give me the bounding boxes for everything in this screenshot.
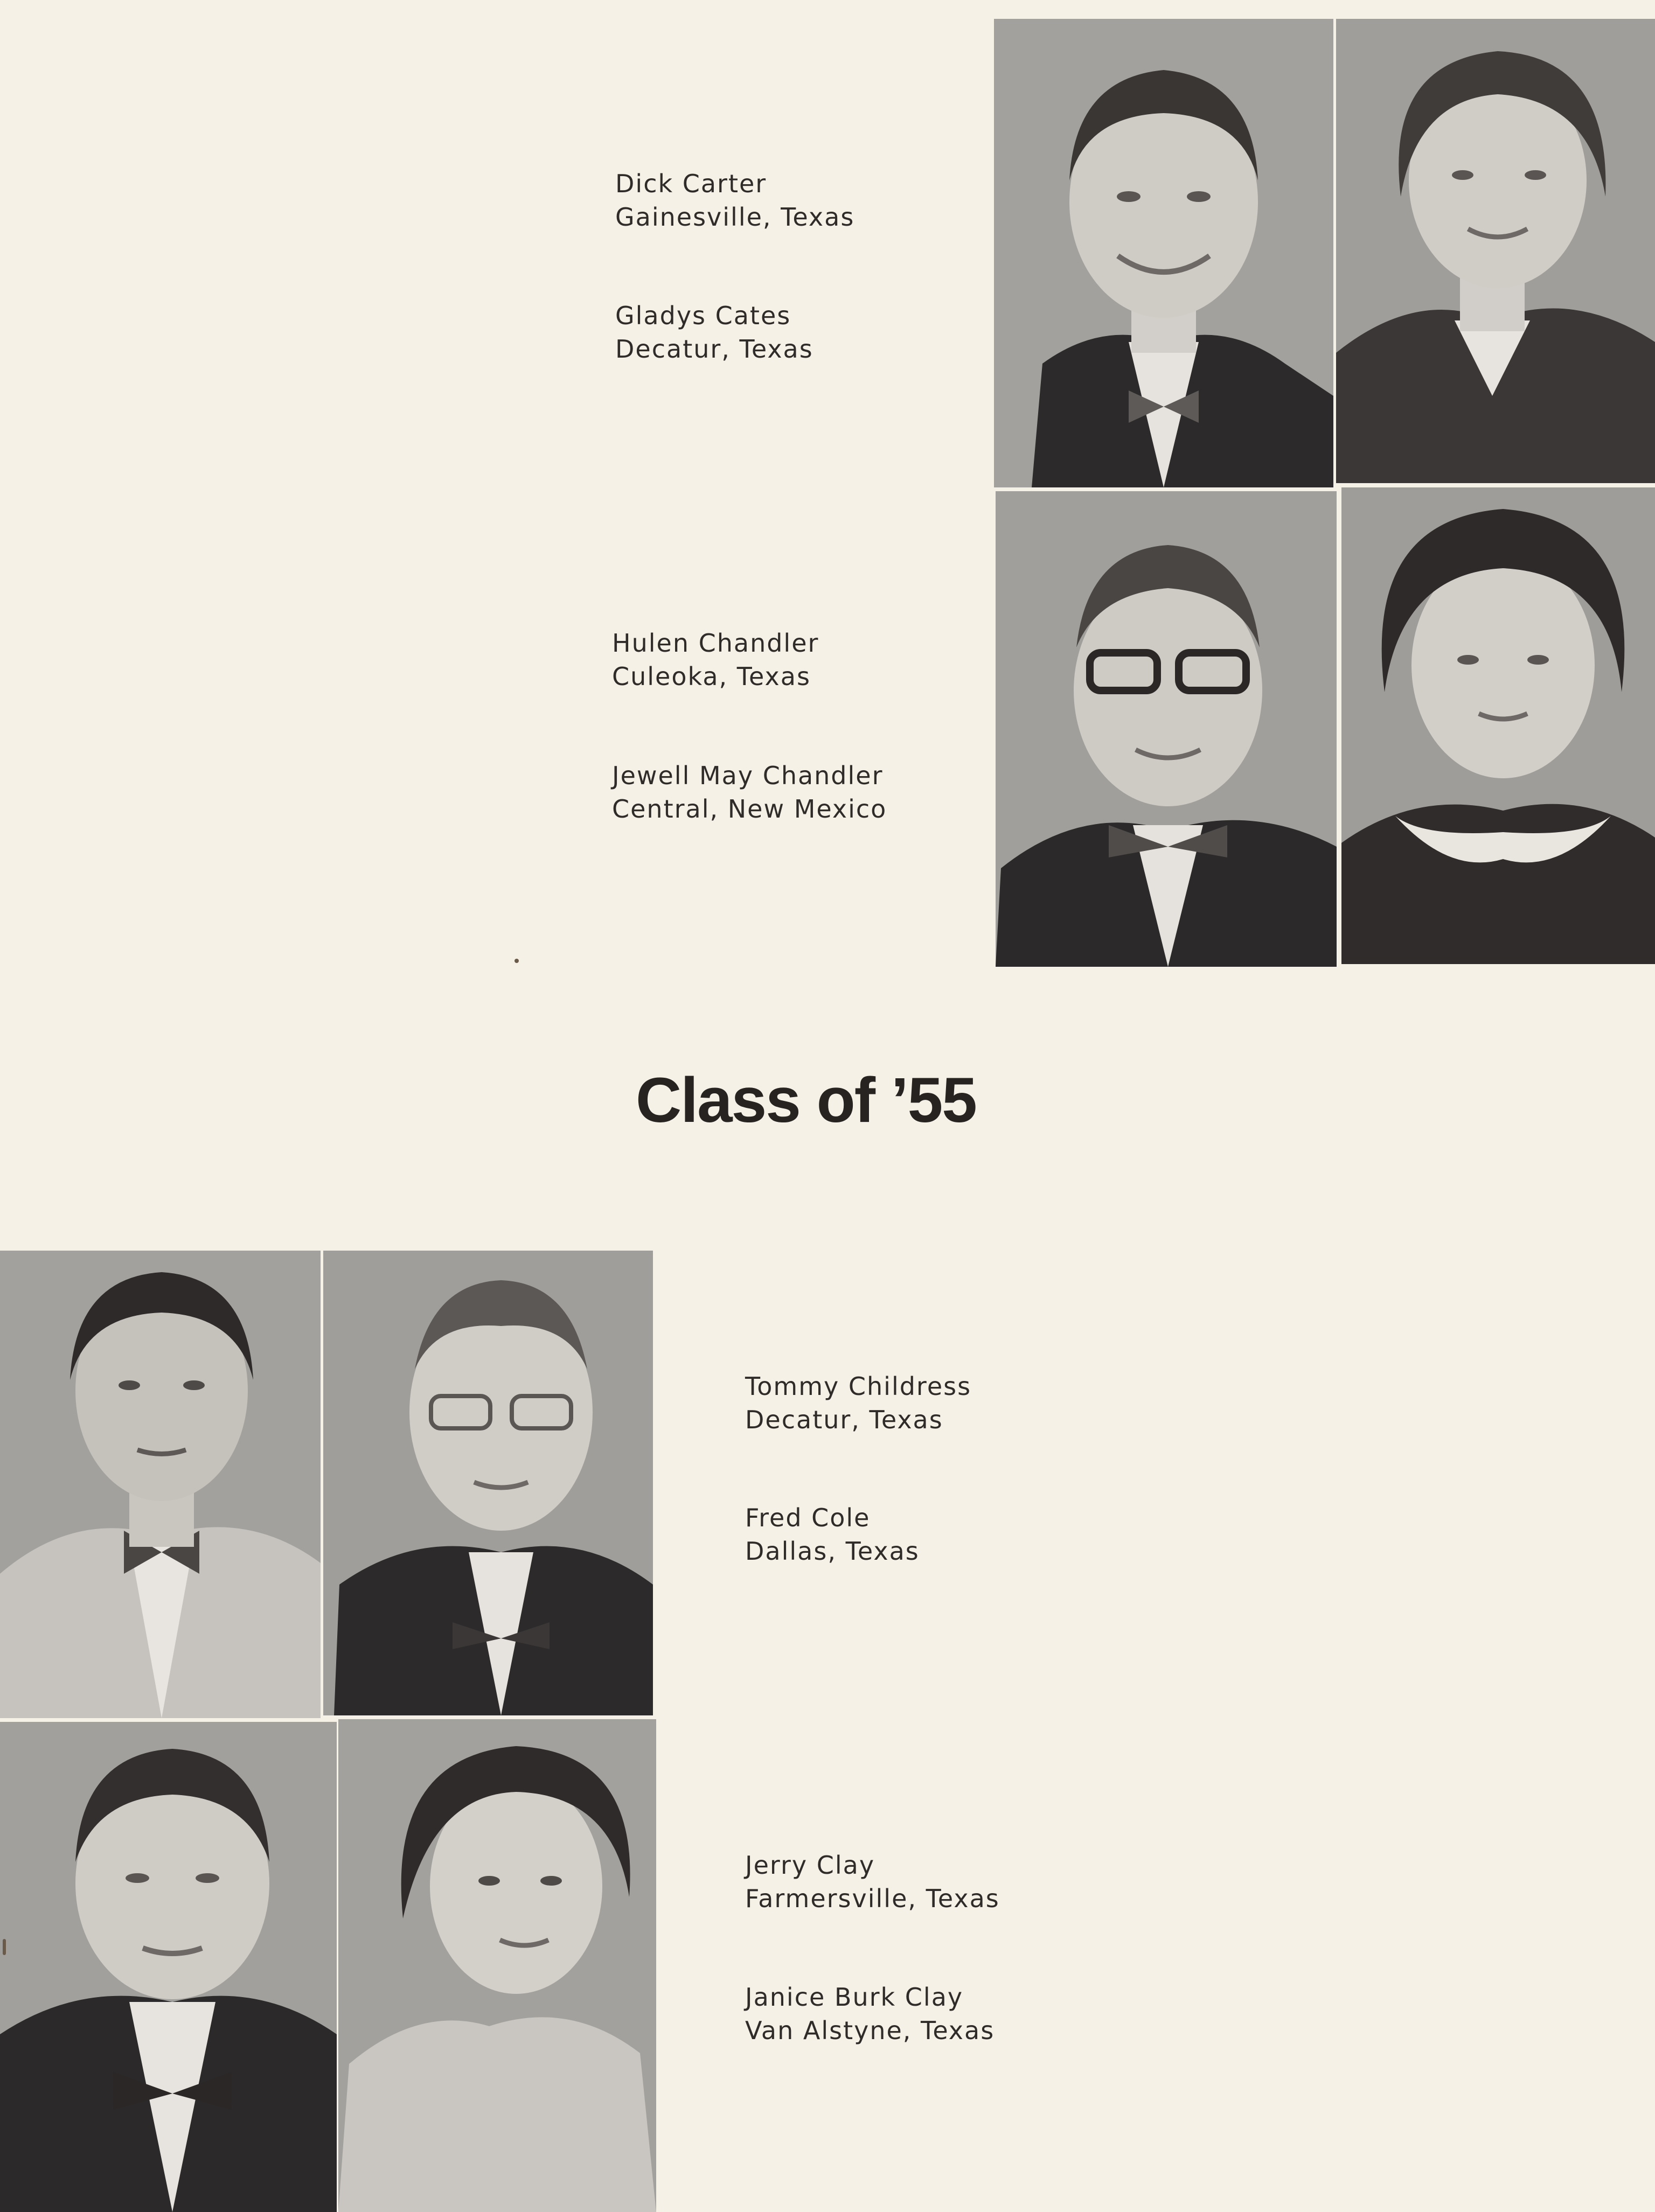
portrait-jewell-may-chandler bbox=[1341, 487, 1655, 964]
student-hometown: Culeoka, Texas bbox=[612, 662, 811, 691]
page-title: Class of ’55 bbox=[636, 1065, 976, 1136]
student-name: Hulen Chandler bbox=[612, 629, 819, 658]
student-name: Dick Carter bbox=[615, 169, 767, 198]
student-hometown: Van Alstyne, Texas bbox=[745, 2016, 995, 2045]
portrait-dick-carter bbox=[994, 19, 1333, 487]
student-name: Janice Burk Clay bbox=[745, 1983, 964, 2012]
caption-jewell-may-chandler bbox=[612, 759, 887, 826]
portrait-tommy-childress bbox=[0, 1251, 321, 1718]
caption-gladys-cates bbox=[615, 299, 813, 366]
portrait-hulen-chandler bbox=[996, 491, 1337, 967]
student-name: Gladys Cates bbox=[615, 301, 791, 330]
portrait-fred-cole bbox=[323, 1251, 653, 1715]
portrait-jerry-clay bbox=[0, 1722, 337, 2212]
student-name: Fred Cole bbox=[745, 1503, 871, 1532]
caption-hulen-chandler bbox=[612, 626, 819, 693]
student-name: Jewell May Chandler bbox=[612, 761, 884, 790]
caption-fred-cole bbox=[745, 1501, 920, 1568]
portrait-gladys-cates bbox=[1336, 19, 1655, 483]
student-hometown: Farmersville, Texas bbox=[745, 1884, 1000, 1913]
caption-tommy-childress bbox=[745, 1370, 971, 1436]
student-hometown: Central, New Mexico bbox=[612, 794, 887, 824]
caption-janice-burk-clay bbox=[745, 1980, 995, 2047]
caption-dick-carter bbox=[615, 167, 854, 234]
student-name: Tommy Childress bbox=[745, 1372, 972, 1401]
caption-jerry-clay bbox=[745, 1848, 1000, 1915]
paper-speck bbox=[514, 959, 519, 963]
student-hometown: Gainesville, Texas bbox=[615, 203, 855, 232]
paper-speck bbox=[3, 1939, 6, 1955]
portrait-janice-burk-clay bbox=[338, 1719, 656, 2212]
student-name: Jerry Clay bbox=[745, 1851, 875, 1880]
student-hometown: Decatur, Texas bbox=[615, 334, 813, 364]
student-hometown: Dallas, Texas bbox=[745, 1537, 920, 1566]
student-hometown: Decatur, Texas bbox=[745, 1405, 943, 1434]
